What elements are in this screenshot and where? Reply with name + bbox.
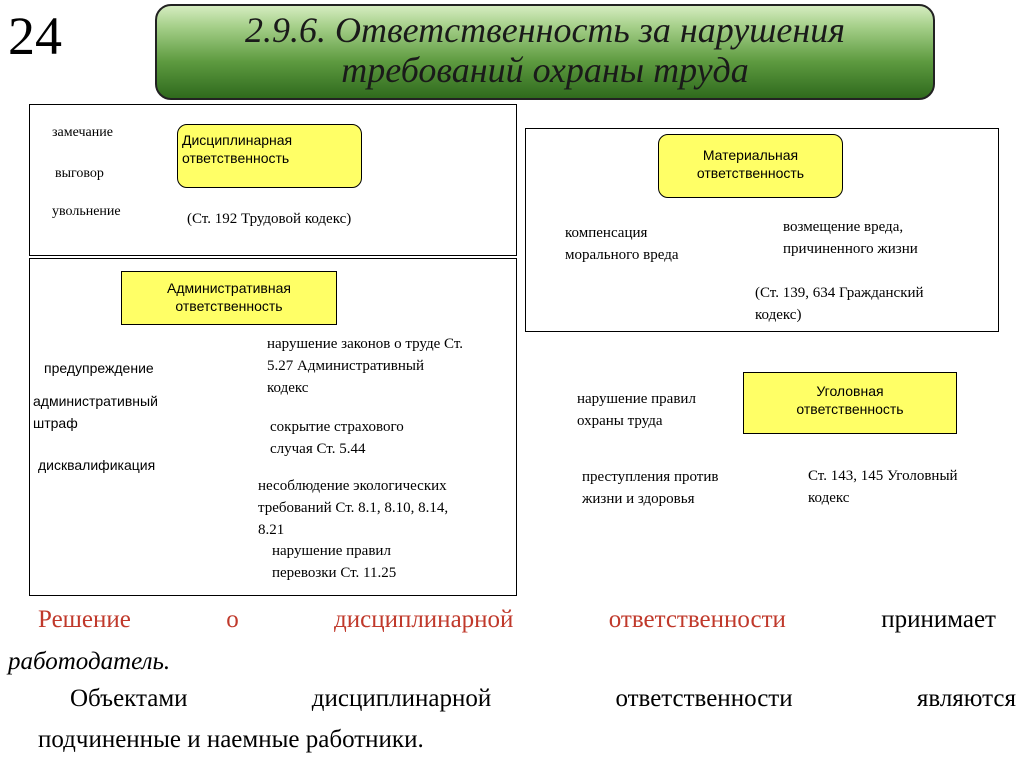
criminal-crimes-against-life: преступления против жизни и здоровья: [582, 469, 719, 507]
criminal-label-line2: ответственность: [796, 401, 904, 417]
administrative-label: [121, 271, 337, 325]
objects-sentence-line1: Объектами дисциплинарной ответственности являются: [70, 685, 1016, 712]
slide-number: 24: [8, 6, 62, 66]
material-moral-damage: компенсация морального вреда: [565, 225, 679, 263]
disciplinary-law: (Ст. 192 Трудовой кодекс): [187, 211, 352, 227]
administrative-label-line2: ответственность: [175, 298, 283, 314]
objects-sentence-line2: подчиненные и наемные работники.: [38, 726, 424, 753]
decision-sentence-line2: работодатель.: [8, 648, 171, 675]
criminal-label-line1: Уголовная: [816, 383, 884, 399]
slide-title: [155, 4, 935, 100]
measure-remark: замечание: [52, 125, 113, 140]
violation-insurance-concealment: сокрытие страхового случая Ст. 5.44: [270, 419, 404, 457]
disciplinary-label: [177, 124, 362, 188]
measure-reprimand: выговор: [55, 166, 104, 181]
material-label-line2: ответственность: [696, 165, 805, 181]
violation-ecological: несоблюдение экологических требований Ст. 8.1, 8.10, 8.14, 8.21: [258, 478, 449, 538]
title-line-1: 2.9.6. Ответственность за нарушения: [245, 10, 845, 50]
criminal-label: [743, 372, 957, 434]
decision-sentence-line1: Решение о дисциплинарной ответственности принимает: [38, 606, 996, 633]
measure-disqualification: дисквалификация: [38, 457, 156, 473]
measure-warning: предупреждение: [44, 360, 154, 376]
material-label: [658, 134, 843, 198]
disciplinary-label-line1: Дисциплинарная: [182, 132, 293, 148]
criminal-safety-violation: нарушение правил охраны труда: [577, 391, 696, 429]
violation-transport: нарушение правил перевозки Ст. 11.25: [272, 543, 397, 581]
measure-fine-line2: штраф: [33, 415, 78, 431]
measure-fine-line1: административный: [33, 393, 158, 409]
material-label-line1: Материальная: [702, 147, 799, 163]
material-law: (Ст. 139, 634 Гражданский кодекс): [755, 285, 924, 323]
violation-labor-law: нарушение законов о труде Ст. 5.27 Административный кодекс: [267, 336, 463, 396]
material-life-damage: возмещение вреда, причиненного жизни: [783, 219, 918, 257]
administrative-label-line1: Административная: [167, 280, 291, 296]
criminal-law: Ст. 143, 145 Уголовный кодекс: [808, 468, 958, 506]
disciplinary-label-line2: ответственность: [182, 150, 290, 166]
title-line-2: требований охраны труда: [341, 50, 749, 90]
measure-dismissal: увольнение: [52, 204, 121, 219]
